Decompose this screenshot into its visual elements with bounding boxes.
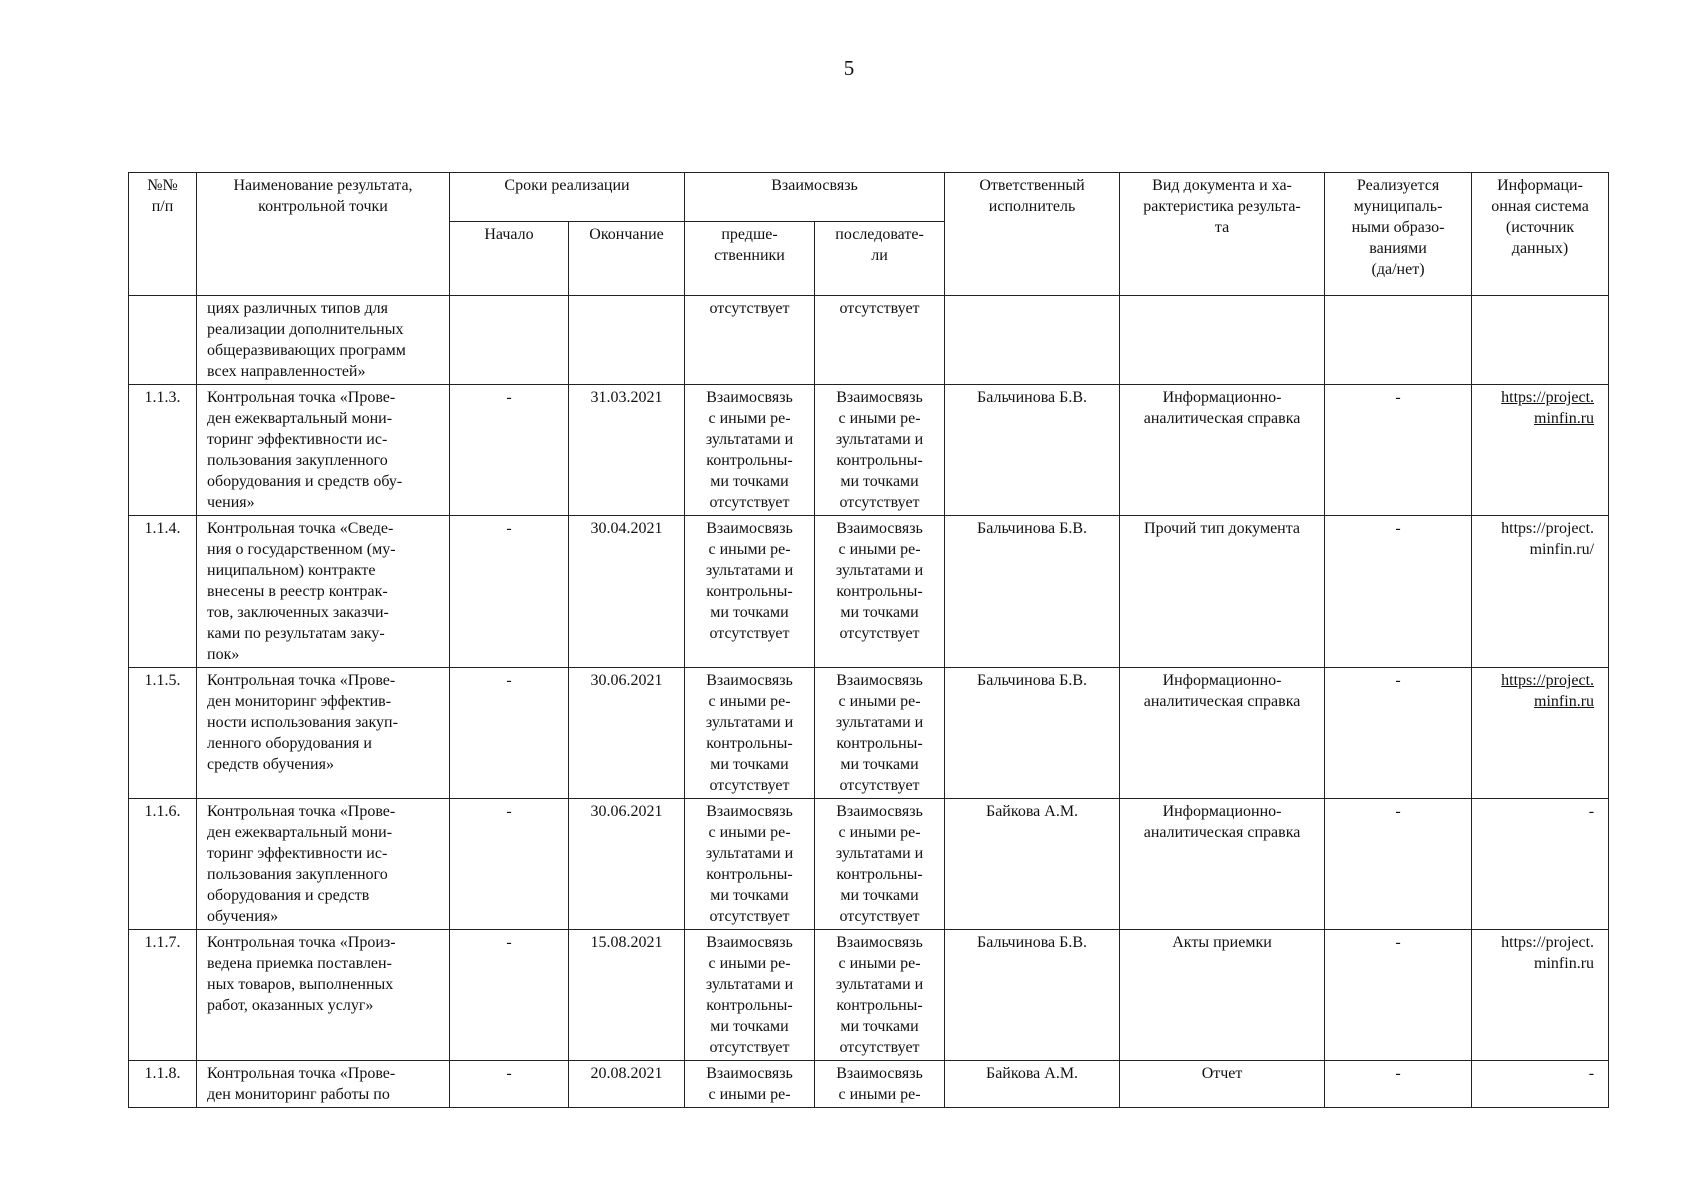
row-info-system	[1472, 385, 1609, 516]
row-successors: Взаимосвязь с иными ре- зультатами и контрольны- ми точками отсутствует	[815, 385, 945, 516]
row-doc-type: Информационно- аналитическая справка	[1120, 668, 1325, 799]
row-municipal: -	[1325, 516, 1472, 668]
row-num: 1.1.4.	[129, 516, 197, 668]
row-successors: Взаимосвязь с иными ре- зультатами и контрольны- ми точками отсутствует	[815, 930, 945, 1061]
header-successors: последовате- ли	[815, 222, 945, 296]
row-end: 30.06.2021	[569, 799, 685, 930]
row-info-system	[1472, 296, 1609, 385]
row-doc-type: Отчет	[1120, 1061, 1325, 1108]
row-start: -	[450, 385, 569, 516]
row-num: 1.1.3.	[129, 385, 197, 516]
row-info-system: -	[1472, 1061, 1609, 1108]
table-row	[129, 930, 1609, 1061]
row-municipal: -	[1325, 1061, 1472, 1108]
row-responsible: Бальчинова Б.В.	[945, 668, 1120, 799]
row-name: циях различных типов для реализации дополнительных общеразвивающих программ всех направленностей»	[197, 296, 450, 385]
table-row	[129, 799, 1609, 930]
row-responsible: Байкова А.М.	[945, 1061, 1120, 1108]
row-start: -	[450, 930, 569, 1061]
row-doc-type: Прочий тип документа	[1120, 516, 1325, 668]
row-municipal: -	[1325, 668, 1472, 799]
table-row	[129, 516, 1609, 668]
row-name: Контрольная точка «Прове- ден мониторинг эффектив- ности использования закуп- ленного оборудования и средств обучения»	[197, 668, 450, 799]
row-municipal: -	[1325, 930, 1472, 1061]
row-successors: отсутствует	[815, 296, 945, 385]
row-doc-type: Информационно- аналитическая справка	[1120, 385, 1325, 516]
row-predecessors: Взаимосвязь с иными ре- зультатами и контрольны- ми точками отсутствует	[685, 385, 815, 516]
header-start: Начало	[450, 222, 569, 296]
row-end	[569, 296, 685, 385]
header-info-system: Информаци- онная система (источник данных)	[1472, 173, 1609, 296]
row-end: 15.08.2021	[569, 930, 685, 1061]
row-predecessors: Взаимосвязь с иными ре- зультатами и контрольны- ми точками отсутствует	[685, 516, 815, 668]
header-doc-type: Вид документа и ха- рактеристика результа- та	[1120, 173, 1325, 296]
header-responsible: Ответственный исполнитель	[945, 173, 1120, 296]
row-predecessors: Взаимосвязь с иными ре- зультатами и контрольны- ми точками отсутствует	[685, 930, 815, 1061]
info-system-link[interactable]: https://project. minfin.ru	[1501, 672, 1595, 710]
header-relation: Взаимосвязь	[685, 173, 945, 222]
row-predecessors: Взаимосвязь с иными ре- зультатами и контрольны- ми точками отсутствует	[685, 668, 815, 799]
control-points-table	[128, 172, 1609, 1108]
row-end: 30.04.2021	[569, 516, 685, 668]
row-num	[129, 296, 197, 385]
row-end: 20.08.2021	[569, 1061, 685, 1108]
table-row	[129, 296, 1609, 385]
row-info-system: -	[1472, 799, 1609, 930]
row-num: 1.1.5.	[129, 668, 197, 799]
header-predecessors: предше- ственники	[685, 222, 815, 296]
header-municipal: Реализуется муниципаль- ными образо- ваниями (да/нет)	[1325, 173, 1472, 296]
row-start: -	[450, 799, 569, 930]
row-info-system	[1472, 668, 1609, 799]
row-name: Контрольная точка «Сведе- ния о государственном (му- ниципальном) контракте внесены в реестр контрак- тов, заключенных заказчи- ками по результатам заку- пок»	[197, 516, 450, 668]
header-end: Окончание	[569, 222, 685, 296]
row-doc-type	[1120, 296, 1325, 385]
row-responsible: Бальчинова Б.В.	[945, 516, 1120, 668]
row-predecessors: Взаимосвязь с иными ре- зультатами и контрольны- ми точками отсутствует	[685, 799, 815, 930]
row-start	[450, 296, 569, 385]
row-name: Контрольная точка «Прове- ден мониторинг работы по	[197, 1061, 450, 1108]
table-row	[129, 1061, 1609, 1108]
row-name: Контрольная точка «Прове- ден ежеквартальный мони- торинг эффективности ис- пользования закупленного оборудования и средств обу- чения»	[197, 385, 450, 516]
row-end: 30.06.2021	[569, 668, 685, 799]
row-num: 1.1.7.	[129, 930, 197, 1061]
row-start: -	[450, 1061, 569, 1108]
row-name: Контрольная точка «Произ- ведена приемка поставлен- ных товаров, выполненных работ, оказанных услуг»	[197, 930, 450, 1061]
header-name: Наименование результата, контрольной точки	[197, 173, 450, 296]
row-responsible: Байкова А.М.	[945, 799, 1120, 930]
row-successors: Взаимосвязь с иными ре- зультатами и контрольны- ми точками отсутствует	[815, 668, 945, 799]
row-responsible: Бальчинова Б.В.	[945, 930, 1120, 1061]
row-name: Контрольная точка «Прове- ден ежеквартальный мони- торинг эффективности ис- пользования закупленного оборудования и средств обучения»	[197, 799, 450, 930]
row-predecessors: отсутствует	[685, 296, 815, 385]
row-successors: Взаимосвязь с иными ре- зультатами и контрольны- ми точками отсутствует	[815, 516, 945, 668]
row-municipal: -	[1325, 799, 1472, 930]
row-successors: Взаимосвязь с иными ре- зультатами и контрольны- ми точками отсутствует	[815, 799, 945, 930]
row-successors: Взаимосвязь с иными ре-	[815, 1061, 945, 1108]
row-num: 1.1.6.	[129, 799, 197, 930]
header-num: №№ п/п	[129, 173, 197, 296]
table-row	[129, 385, 1609, 516]
row-responsible	[945, 296, 1120, 385]
row-start: -	[450, 516, 569, 668]
table-row	[129, 668, 1609, 799]
page-number: 5	[843, 56, 855, 80]
row-num: 1.1.8.	[129, 1061, 197, 1108]
row-responsible: Бальчинова Б.В.	[945, 385, 1120, 516]
info-system-link[interactable]: https://project. minfin.ru	[1501, 389, 1595, 427]
row-municipal: -	[1325, 385, 1472, 516]
row-end: 31.03.2021	[569, 385, 685, 516]
row-doc-type: Акты приемки	[1120, 930, 1325, 1061]
header-terms: Сроки реализации	[450, 173, 685, 222]
row-predecessors: Взаимосвязь с иными ре-	[685, 1061, 815, 1108]
row-doc-type: Информационно- аналитическая справка	[1120, 799, 1325, 930]
row-info-system: https://project. minfin.ru/	[1472, 516, 1609, 668]
row-info-system: https://project. minfin.ru	[1472, 930, 1609, 1061]
row-municipal	[1325, 296, 1472, 385]
row-start: -	[450, 668, 569, 799]
